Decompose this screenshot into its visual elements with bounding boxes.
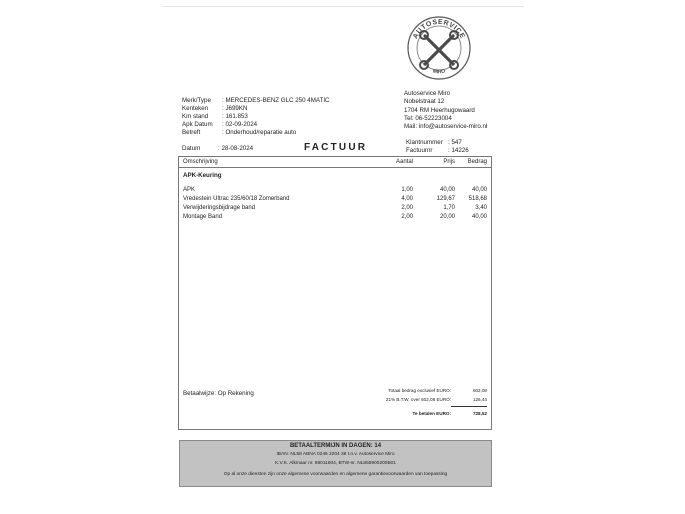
company-street: Nobelstraat 12 <box>404 98 445 106</box>
klantnummer-value: : 547 <box>448 139 462 146</box>
vehicle-value: : 02-09-2024 <box>222 121 258 128</box>
vat-value: 126,44 <box>472 397 487 402</box>
table-row <box>179 214 491 222</box>
top-rule <box>162 6 524 7</box>
totals-divider <box>451 406 487 407</box>
row-amount: 518,68 <box>468 196 487 202</box>
vehicle-label: Merk/Type <box>182 97 211 104</box>
document-title: FACTUUR <box>304 142 368 153</box>
amount-due-label: Te betalen EURO: <box>412 411 451 416</box>
payment-method: Betaalwijze: Op Rekening <box>183 390 254 397</box>
row-price: 40,00 <box>439 187 455 193</box>
table-header <box>179 157 491 168</box>
payment-terms-footer <box>179 440 492 487</box>
date-value: : 28-08-2024 <box>218 145 254 152</box>
header-amount: Bedrag <box>467 159 487 165</box>
autoservice-miro-logo <box>405 14 473 82</box>
row-quantity: 2,00 <box>401 205 413 211</box>
row-amount: 40,00 <box>471 214 487 220</box>
row-amount: 40,00 <box>471 187 487 193</box>
company-email[interactable]: Mail: info@autoservice-miro.nl <box>404 123 488 131</box>
crossed-wrenches-icon <box>420 31 458 69</box>
vehicle-row-betreft <box>182 129 330 137</box>
row-description: Vredestein Ultrac 235/60/18 Zomerband <box>183 196 290 202</box>
row-price: 20,00 <box>439 214 455 220</box>
header-quantity: Aantal <box>395 159 413 165</box>
vehicle-row-km <box>182 113 330 121</box>
vehicle-details <box>182 97 330 137</box>
company-name: Autoservice Miro <box>404 90 451 97</box>
row-amount: 3,40 <box>475 205 487 211</box>
vehicle-value: : 161.853 <box>222 113 248 120</box>
vehicle-row-merk <box>182 97 330 105</box>
date-label: Datum <box>182 145 201 152</box>
logo-bottom-text: MIRO <box>432 68 446 76</box>
vehicle-row-apk <box>182 121 330 129</box>
iban-line: IBAN: NL58 ABNA 0246 2204 38 t.n.v. Autoservice Miro <box>276 452 395 457</box>
row-description: Montage Band <box>183 214 223 220</box>
invoice-table <box>178 156 492 430</box>
vehicle-row-kenteken <box>182 105 330 113</box>
invoice-numbers <box>406 139 469 154</box>
vehicle-label: Km stand <box>182 113 209 120</box>
vehicle-value: : MERCEDES-BENZ GLC 250 4MATIC <box>222 97 330 104</box>
factuurnr-label: Factuurnr <box>406 146 433 154</box>
invoice-date <box>182 145 253 152</box>
svg-text:MIRO <box>432 68 446 75</box>
header-description: Omschrijving <box>183 159 218 165</box>
vehicle-label: Apk Datum <box>182 121 213 128</box>
kvk-line: K.V.K. Alkmaar nr. 69011604, BTW-nr. NL855900200B01 <box>275 461 396 466</box>
vehicle-label: Kenteken <box>182 105 209 112</box>
factuurnr-value: : 14226 <box>448 146 469 154</box>
header-price: Prijs <box>443 159 455 165</box>
amount-due-value: 728,52 <box>472 411 487 416</box>
row-quantity: 1,00 <box>401 187 413 193</box>
vehicle-label: Betreft <box>182 129 201 136</box>
row-price: 129,67 <box>436 196 455 202</box>
company-address <box>404 90 487 131</box>
terms-line: Op al onze diensten zijn onze algemene voorwaarden en algemene garantievoorwaarden van toepassing <box>223 472 448 477</box>
logo-top-text: AUTOSERVICE <box>412 18 466 41</box>
row-description: Verwijderingsbijdrage band <box>183 205 256 211</box>
total-excl-label: Totaal bedrag exclusief EURO: <box>388 388 451 393</box>
vat-label: 21% B.T.W. over 602,08 EURO: <box>385 397 451 402</box>
row-quantity: 2,00 <box>401 214 413 220</box>
company-phone: Tel: 06-52223004 <box>404 114 452 122</box>
total-excl-value: 602,08 <box>472 388 487 393</box>
table-row <box>179 196 491 204</box>
row-description: APK <box>183 187 196 193</box>
row-price: 1,70 <box>443 205 455 211</box>
row-quantity: 4,00 <box>401 196 413 202</box>
payment-terms-title: BETAALTERMIJN IN DAGEN: 14 <box>289 443 382 449</box>
vehicle-value: : J699KN <box>222 105 248 112</box>
company-city: 1704 RM Heerhugowaard <box>404 106 475 114</box>
table-row <box>179 187 491 195</box>
table-row <box>179 205 491 213</box>
vehicle-value: : Onderhoud/reparatie auto <box>222 129 297 136</box>
section-title: APK-Keuring <box>183 172 222 179</box>
klantnummer-label: Klantnummer <box>406 139 443 146</box>
